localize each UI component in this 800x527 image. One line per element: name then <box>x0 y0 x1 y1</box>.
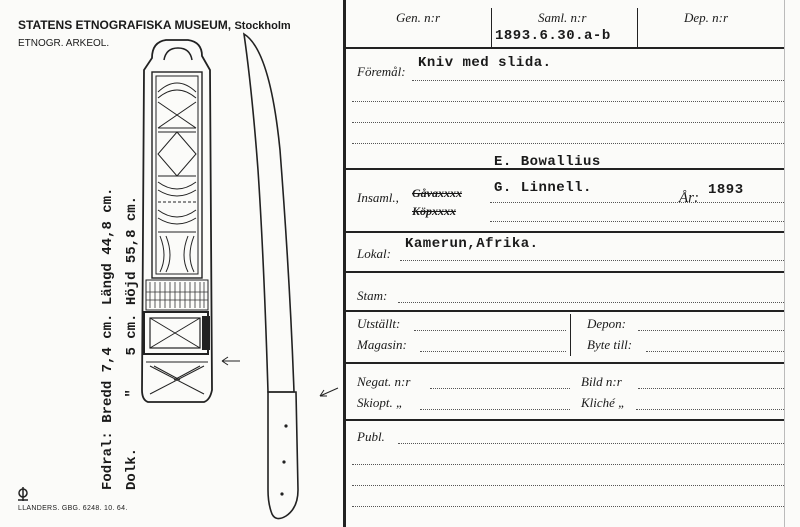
negat-label: Negat. n:r <box>357 374 411 389</box>
printer-logo-icon <box>16 486 30 507</box>
dagger-drawing <box>240 30 310 525</box>
ar-label: År: <box>679 190 699 206</box>
publ-line-3 <box>352 485 784 486</box>
saml-value: 1893.6.30.a-b <box>495 28 611 44</box>
museum-dept: ETNOGR. ARKEOL. <box>18 38 110 49</box>
kliche-line <box>636 409 784 410</box>
foremal-line-4 <box>352 143 784 144</box>
sheath-arrow-icon <box>220 355 242 367</box>
block-rule-2 <box>345 231 785 233</box>
form-border-right <box>784 0 785 527</box>
block-rule-6 <box>345 419 785 421</box>
museum-name: STATENS ETNOGRAFISKA MUSEUM, <box>18 18 232 32</box>
saml-label: Saml. n:r <box>538 10 587 25</box>
foremal-label: Föremål: <box>357 64 406 79</box>
foremal-value: Kniv med slida. <box>418 55 552 71</box>
ar-value: 1893 <box>708 182 744 198</box>
collector-line-2: G. Linnell. <box>494 180 592 196</box>
publ-line-4 <box>352 506 784 507</box>
insaml-line-2 <box>490 221 784 222</box>
block-rule-5 <box>345 362 785 364</box>
measurement-ditto: " <box>124 389 140 398</box>
publ-label: Publ. <box>357 429 385 444</box>
measurement-dolk-label: Dolk. <box>124 447 140 490</box>
utstallt-divider <box>570 314 571 356</box>
foremal-line-1 <box>412 80 784 81</box>
crossed-kop: Köpxxxx <box>412 204 457 218</box>
form-border-left <box>343 0 346 527</box>
skiopt-label: Skiopt. „ <box>357 395 404 410</box>
depon-line <box>638 330 784 331</box>
dagger-arrow-icon <box>318 384 340 400</box>
negat-line <box>430 388 570 389</box>
block-rule-4 <box>345 310 785 312</box>
foremal-line-3 <box>352 122 784 123</box>
magasin-line <box>420 351 566 352</box>
magasin-label: Magasin: <box>357 337 407 352</box>
insaml-line-1 <box>490 202 784 203</box>
kliche-label: Kliché „ <box>581 395 626 410</box>
depon-label: Depon: <box>587 316 626 331</box>
lokal-label: Lokal: <box>357 246 391 261</box>
museum-city: Stockholm <box>234 20 291 32</box>
printer-imprint: LLANDERS. GBG. 6248. 10. 64. <box>18 505 128 512</box>
sheath-drawing <box>130 30 230 450</box>
header-divider-2 <box>637 8 638 48</box>
dep-label: Dep. n:r <box>684 10 729 25</box>
byte-label: Byte till: <box>587 337 633 352</box>
skiopt-line <box>420 409 570 410</box>
bild-label: Bild n:r <box>581 374 622 389</box>
crossed-gava: Gåvaxxxx <box>412 186 462 200</box>
foremal-line-2 <box>352 101 784 102</box>
lokal-value: Kamerun,Afrika. <box>405 236 539 252</box>
publ-line-1 <box>398 443 784 444</box>
bild-line <box>638 388 784 389</box>
measurement-line-1: Fodral: Bredd 7,4 cm. Längd 44,8 cm. <box>100 187 116 490</box>
utstallt-line <box>414 330 566 331</box>
block-rule-3 <box>345 271 785 273</box>
lokal-line-1 <box>400 260 784 261</box>
insaml-label: Insaml., <box>357 190 399 205</box>
gen-label: Gen. n:r <box>396 10 441 25</box>
stam-label: Stam: <box>357 288 388 303</box>
header-divider-1 <box>491 8 492 48</box>
stam-line <box>398 302 784 303</box>
byte-line <box>646 351 784 352</box>
measurement-dolk-rest: 5 cm. Höjd 55,8 cm. <box>124 195 140 356</box>
publ-line-2 <box>352 464 784 465</box>
utstallt-label: Utställt: <box>357 316 401 331</box>
collector-line-1: E. Bowallius <box>494 154 601 170</box>
header-bottom-rule <box>345 47 785 49</box>
